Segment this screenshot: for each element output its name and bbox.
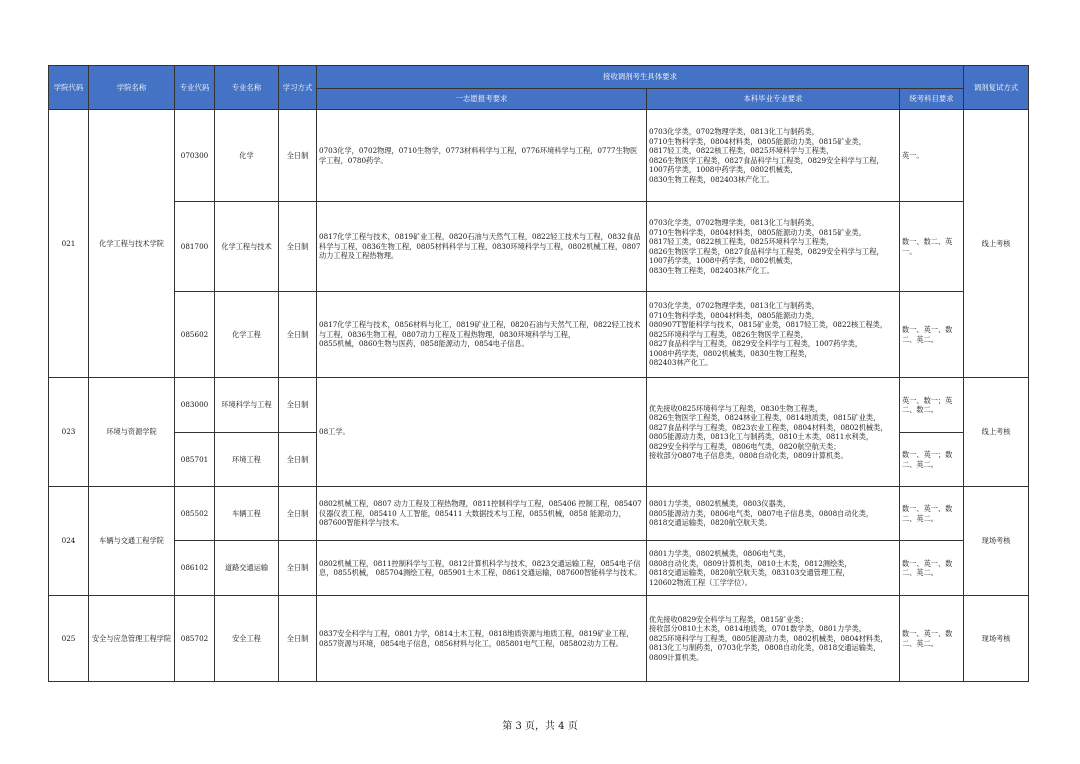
header-study-mode: 学习方式	[279, 66, 317, 110]
retest-method-cell: 现场考核	[964, 596, 1029, 682]
study-mode-cell: 全日制	[279, 541, 317, 596]
college-code-cell: 024	[49, 487, 89, 596]
college-code-cell: 021	[49, 110, 89, 378]
college-name-cell: 化学工程与技术学院	[89, 110, 175, 378]
retest-method-cell: 现场考核	[964, 487, 1029, 596]
first-choice-cell: 0802机械工程，0807 动力工程及工程热物理，0811控制科学与工程，085406 控制工程，085407 仪器仪表工程，085410 人工智能，085411 大数据技术与工程，0855机械，0858 能源动力，087600智能科学与技术。	[317, 487, 647, 541]
undergrad-major-cell: 优先接收0829安全科学与工程类，0815矿业类； 接收部分0810土木类，0814地质类，0701数学类，0801力学类， 0825环境科学与工程类，0805能源动力类，0802机械类，0804材料类， 0813化工与制药类，0703化学类，0808自动化类，0818交通运输类， 0809计算机类。	[647, 596, 900, 682]
study-mode-cell: 全日制	[279, 110, 317, 202]
major-code-cell: 083000	[175, 378, 215, 433]
college-name-cell: 车辆与交通工程学院	[89, 487, 175, 596]
major-name-cell: 环境工程	[215, 433, 279, 487]
first-choice-cell: 08工学。	[317, 378, 647, 487]
major-code-cell: 086102	[175, 541, 215, 596]
major-code-cell: 085502	[175, 487, 215, 541]
table-row	[49, 292, 1029, 378]
major-name-cell: 道路交通运输	[215, 541, 279, 596]
retest-method-cell: 线上考核	[964, 110, 1029, 378]
major-name-cell: 安全工程	[215, 596, 279, 682]
table-row	[49, 378, 1029, 433]
exam-subjects-cell: 英一。	[900, 110, 964, 202]
undergrad-major-cell: 优先接收0825环境科学与工程类，0830生物工程类， 0826生物医学工程类，0824林业工程类，0814地质类，0815矿业类， 0827食品科学与工程类，0823农业工程类，0804材料类，0802机械类， 0805能源动力类，0813化工与制药类，0810土木类，0811水利类， 0829安全科学与工程类，0806电气类，0820航空航天类； 接收部分0807电子信息类，0808自动化类，0809计算机类。	[647, 378, 900, 487]
undergrad-major-cell: 0703化学类，0702物理学类，0813化工与制药类， 0710生物科学类，0804材料类，0805能源动力类，0815矿业类， 0817轻工类，0822核工程类，0825环境科学与工程类， 0826生物医学工程类，0827食品科学与工程类，0829安全科学与工程， 1007药学类，1008中药学类，0802机械类， 0830生物工程类，082403林产化工。	[647, 110, 900, 202]
table-row	[49, 596, 1029, 682]
header-first-choice: 一志愿报考要求	[317, 89, 647, 110]
retest-method-cell: 线上考核	[964, 378, 1029, 487]
college-name-cell: 环境与资源学院	[89, 378, 175, 487]
exam-subjects-cell: 数一、英一、数二、英二。	[900, 292, 964, 378]
header-retest-method: 调剂复试方式	[964, 66, 1029, 110]
undergrad-major-cell: 0801力学类，0802机械类，0803仪器类， 0805能源动力类，0806电气类，0807电子信息类，0808自动化类， 0818交通运输类，0820航空航天类。	[647, 487, 900, 541]
major-name-cell: 车辆工程	[215, 487, 279, 541]
study-mode-cell: 全日制	[279, 378, 317, 433]
major-name-cell: 环境科学与工程	[215, 378, 279, 433]
page-footer: 第 3 页，共 4 页	[502, 721, 578, 732]
college-code-cell: 023	[49, 378, 89, 487]
header-major-code: 专业代码	[175, 66, 215, 110]
study-mode-cell: 全日制	[279, 487, 317, 541]
major-code-cell: 085602	[175, 292, 215, 378]
exam-subjects-cell: 数一、英一、数二、英二。	[900, 596, 964, 682]
first-choice-cell: 0817化学工程与技术，0856材料与化工，0819矿业工程，0820石油与天然气工程，0822轻工技术与工程，0836生物工程，0807动力工程及工程热物理，0830环境科学与工程， 0855机械，0860生物与医药，0858能源动力，0854电子信息。	[317, 292, 647, 378]
header-requirements-group: 接收调剂考生具体要求	[317, 66, 964, 89]
major-name-cell: 化学工程与技术	[215, 202, 279, 292]
major-name-cell: 化学工程	[215, 292, 279, 378]
first-choice-cell: 0802机械工程，0811控制科学与工程，0812计算机科学与技术，0823交通运输工程，0854电子信息，0855机械， 085704测绘工程，085901土木工程，0861交通运输，087600智能科学与技术。	[317, 541, 647, 596]
college-code-cell: 025	[49, 596, 89, 682]
first-choice-cell: 0703化学，0702物理，0710生物学，0773材料科学与工程，0776环境科学与工程，0777生物医学工程，0780药学。	[317, 110, 647, 202]
table-row	[49, 202, 1029, 292]
study-mode-cell: 全日制	[279, 596, 317, 682]
header-college-code: 学院代码	[49, 66, 89, 110]
first-choice-cell: 0837安全科学与工程，0801力学，0814土木工程，0818地质资源与地质工程，0819矿业工程，0857资源与环境，0854电子信息，0856材料与化工，085801电气工程，085802动力工程。	[317, 596, 647, 682]
exam-subjects-cell: 英一、数一；英二、数二。	[900, 378, 964, 433]
undergrad-major-cell: 0703化学类，0702物理学类，0813化工与制药类， 0710生物科学类，0804材料类，0805能源动力类，0815矿业类， 0817轻工类，0822核工程类，0825环境科学与工程类， 0826生物医学工程类，0827食品科学与工程类，0829安全科学与工程， 1007药学类，1008中药学类，0802机械类， 0830生物工程类，082403林产化工。	[647, 202, 900, 292]
header-major-name: 专业名称	[215, 66, 279, 110]
exam-subjects-cell: 数一、英一、数二、英二。	[900, 541, 964, 596]
major-code-cell: 085701	[175, 433, 215, 487]
admission-requirements-table	[48, 65, 1029, 682]
study-mode-cell: 全日制	[279, 292, 317, 378]
undergrad-major-cell: 0703化学类，0702物理学类，0813化工与制药类， 0710生物科学类，0804材料类，0805能源动力类， 080907T智能科学与技术，0815矿业类，0817轻工类，0822核工程类， 0825环境科学与工程类，0826生物医学工程类， 0827食品科学与工程类，0829安全科学与工程类，1007药学类， 1008中药学类，0802机械类，0830生物工程类， 082403林产化工。	[647, 292, 900, 378]
header-college-name: 学院名称	[89, 66, 175, 110]
undergrad-major-cell: 0801力学类，0802机械类，0806电气类， 0808自动化类，0809计算机类，0810土木类，0812测绘类， 0818交通运输类，0820航空航天类，083103交通管理工程， 120602物流工程（工学学位）。	[647, 541, 900, 596]
table-row	[49, 541, 1029, 596]
table-row	[49, 110, 1029, 202]
first-choice-cell: 0817化学工程与技术，0819矿业工程，0820石油与天然气工程，0822轻工技术与工程，0832食品科学与工程，0836生物工程，0805材料科学与工程，0830环境科学与工程，0802机械工程，0807动力工程及工程热物理。	[317, 202, 647, 292]
header-exam-subjects: 统考科目要求	[900, 89, 964, 110]
table-row	[49, 487, 1029, 541]
college-name-cell: 安全与应急管理工程学院	[89, 596, 175, 682]
major-code-cell: 081700	[175, 202, 215, 292]
exam-subjects-cell: 数一、英一；数二、英二。	[900, 433, 964, 487]
header-undergrad-major: 本科毕业专业要求	[647, 89, 900, 110]
major-code-cell: 070300	[175, 110, 215, 202]
exam-subjects-cell: 数一、数二、英一。	[900, 202, 964, 292]
study-mode-cell: 全日制	[279, 433, 317, 487]
major-code-cell: 085702	[175, 596, 215, 682]
major-name-cell: 化学	[215, 110, 279, 202]
study-mode-cell: 全日制	[279, 202, 317, 292]
exam-subjects-cell: 数一、英一、数二、英二。	[900, 487, 964, 541]
